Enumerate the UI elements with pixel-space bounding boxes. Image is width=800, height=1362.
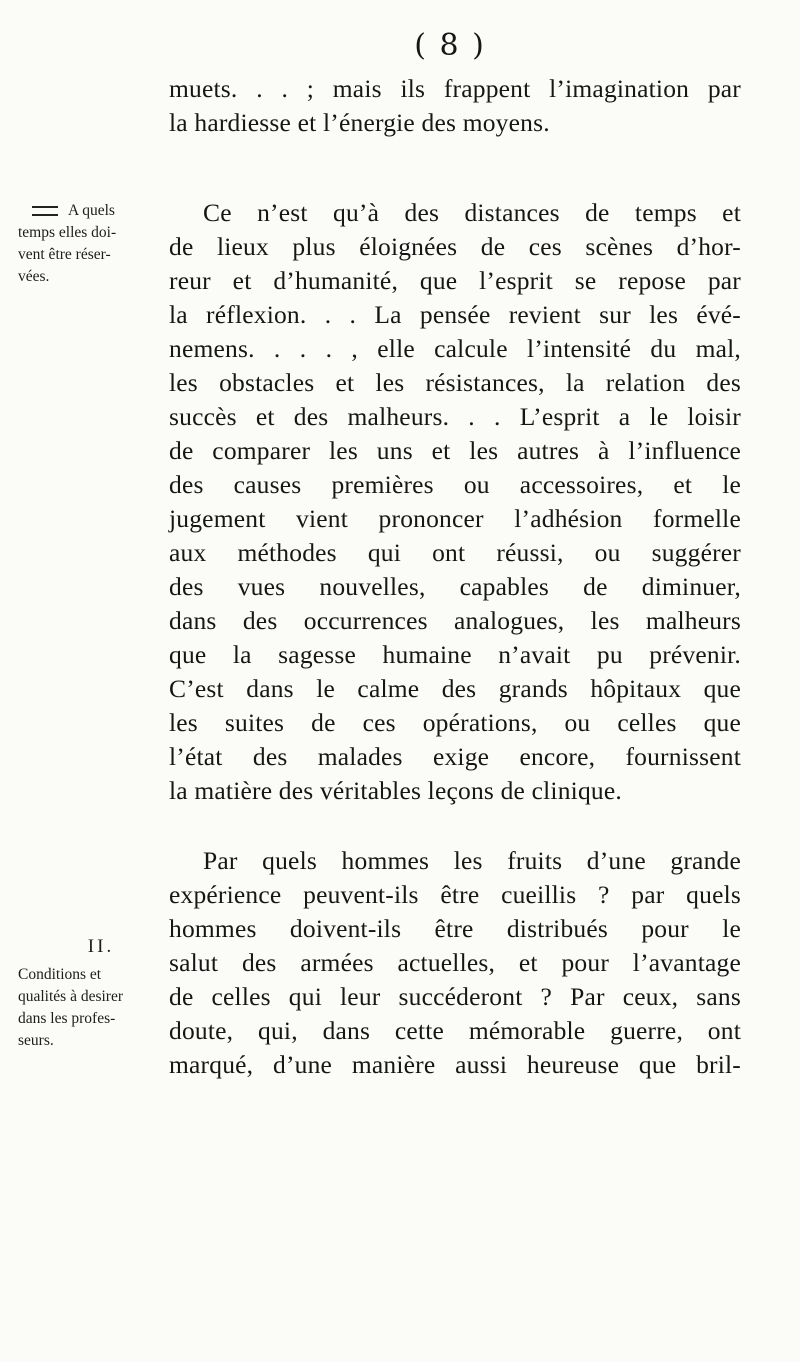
- margin-note-number: II.: [87, 936, 115, 957]
- margin-note-line: vent être réser-: [18, 246, 111, 263]
- paragraph-2: [169, 196, 741, 808]
- text-line: salut des armées actuelles, et pour l’avantage: [169, 948, 741, 977]
- text-line: de lieux plus éloignées de ces scènes d’hor-: [169, 232, 741, 261]
- text-line: expérience peuvent-ils être cueillis ? par quels: [169, 880, 741, 909]
- margin-note-conditions: [18, 936, 154, 1052]
- text-line: les suites de ces opérations, ou celles que: [169, 708, 741, 737]
- text-line: des vues nouvelles, capables de diminuer,: [169, 572, 741, 601]
- text-line: Ce n’est qu’à des distances de temps et: [203, 198, 741, 227]
- margin-note-timing: [18, 200, 154, 288]
- text-line: hommes doivent-ils être distribués pour le: [169, 914, 741, 943]
- margin-note-text: A quels: [68, 202, 115, 219]
- text-line: jugement vient prononcer l’adhésion formelle: [169, 504, 741, 533]
- text-line: reur et d’humanité, que l’esprit se repose par: [169, 266, 741, 295]
- text-line: marqué, d’une manière aussi heureuse que bril-: [169, 1050, 741, 1079]
- text-line: Par quels hommes les fruits d’une grande: [203, 846, 741, 875]
- margin-note-line: qualités à desirer: [18, 988, 124, 1005]
- text-line: doute, qui, dans cette mémorable guerre, ont: [169, 1016, 741, 1045]
- double-dash-mark: [32, 206, 58, 216]
- margin-note-line: Conditions et: [18, 966, 102, 983]
- paragraph-1: [169, 72, 741, 140]
- text-line: l’état des malades exige encore, fournissent: [169, 742, 741, 771]
- page-number: ( 8 ): [414, 28, 486, 63]
- text-line: des causes premières ou accessoires, et le: [169, 470, 741, 499]
- margin-note-line: seurs.: [18, 1032, 54, 1049]
- text-line: nemens. . . . , elle calcule l’intensité du mal,: [169, 334, 741, 363]
- text-line: que la sagesse humaine n’avait pu prévenir.: [169, 640, 741, 669]
- body-text: [169, 72, 741, 1082]
- margin-note-line: [18, 200, 154, 222]
- paragraph-3: [169, 844, 741, 1082]
- text-line: muets. . . ; mais ils frappent l’imagination par: [169, 74, 741, 103]
- text-line: la réflexion. . . La pensée revient sur les évé-: [169, 300, 741, 329]
- text-line: la matière des véritables leçons de clinique.: [169, 776, 622, 805]
- text-line: succès et des malheurs. . . L’esprit a le loisir: [169, 402, 741, 431]
- margin-note-line: dans les profes-: [18, 1010, 116, 1027]
- margin-note-line: temps elles doi-: [18, 224, 117, 241]
- text-line: la hardiesse et l’énergie des moyens.: [169, 108, 550, 137]
- text-line: les obstacles et les résistances, la relation des: [169, 368, 741, 397]
- text-line: C’est dans le calme des grands hôpitaux que: [169, 674, 741, 703]
- text-line: dans des occurrences analogues, les malheurs: [169, 606, 741, 635]
- text-line: de celles qui leur succéderont ? Par ceux, sans: [169, 982, 741, 1011]
- text-line: aux méthodes qui ont réussi, ou suggérer: [169, 538, 741, 567]
- text-line: de comparer les uns et les autres à l’influence: [169, 436, 741, 465]
- margin-note-line: vées.: [18, 268, 50, 285]
